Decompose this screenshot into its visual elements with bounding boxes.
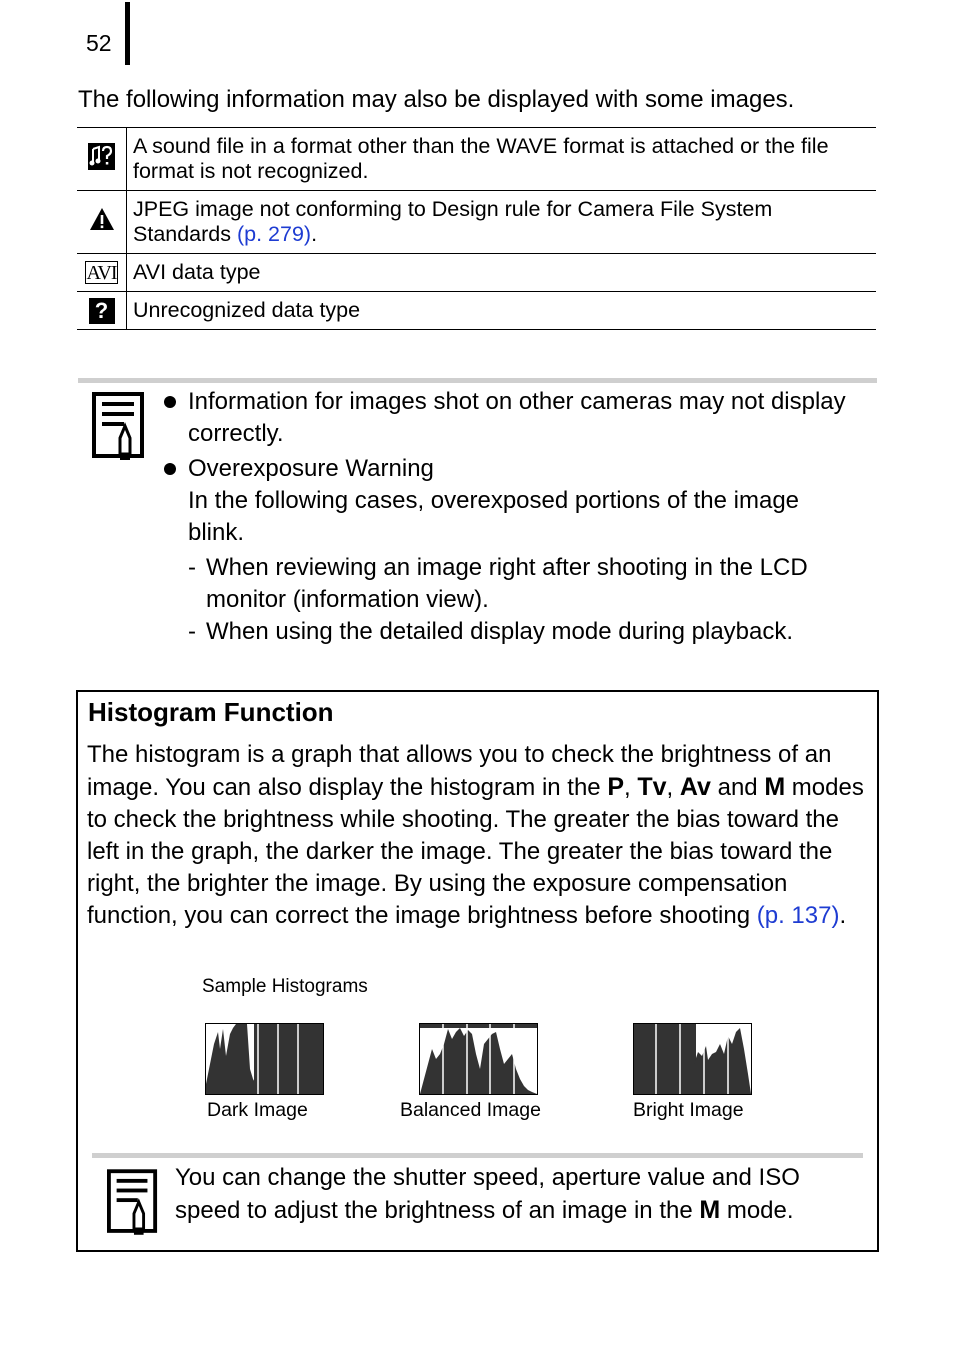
info-text: AVI data type (127, 254, 877, 292)
page-link[interactable]: (p. 279) (236, 222, 312, 246)
sound-note-question-icon (88, 143, 115, 170)
info-text (127, 191, 877, 254)
note-sub-text: When reviewing an image right after shooting in the LCD monitor (information view). (206, 554, 808, 613)
info-text-body: JPEG image not conforming to Design rule for Camera File System Standards (133, 197, 773, 246)
icon-cell (77, 191, 127, 254)
note2-text (175, 1162, 865, 1227)
note-divider (92, 1153, 863, 1158)
memo-pencil-icon (92, 392, 146, 462)
icon-cell (77, 292, 127, 330)
info-icon-table (77, 127, 876, 330)
intro-text: The following information may also be displayed with some images. (78, 86, 795, 113)
note2-body: You can change the shutter speed, aperture value and ISO speed to adjust the brightness of an image in the (175, 1164, 800, 1224)
mode-p-label: P (607, 773, 625, 801)
question-mark-label: ? (94, 297, 109, 323)
note-sub-text: When using the detailed display mode during playback. (206, 618, 794, 645)
info-text-period: . (311, 222, 318, 246)
avi-icon-label: AVI (86, 262, 117, 284)
note-bullet-title: Overexposure Warning (160, 453, 860, 485)
histogram-body-text: and (710, 774, 765, 801)
mode-m-label: M (699, 1196, 721, 1224)
note-bullet-body: In the following cases, overexposed portions of the image blink. (188, 487, 800, 546)
histogram-body-period: . (839, 902, 847, 929)
table-row (77, 292, 876, 330)
info-text: Unrecognized data type (127, 292, 877, 330)
memo-pencil-icon (107, 1168, 159, 1238)
warning-triangle-icon (89, 207, 115, 231)
dash: - (188, 554, 196, 581)
histogram-caption: Dark Image (207, 1099, 308, 1121)
note-bullet: Information for images shot on other cameras may not display correctly. (160, 386, 860, 450)
icon-cell (77, 254, 127, 292)
balanced-histogram-image (419, 1023, 538, 1095)
mode-av-label: Av (679, 773, 711, 801)
histogram-caption: Bright Image (633, 1099, 744, 1121)
dark-histogram-image (205, 1023, 324, 1095)
dash: - (188, 618, 196, 645)
note-sub-item (160, 616, 860, 648)
histogram-description (87, 739, 867, 932)
page-number: 52 (86, 30, 112, 56)
separator: , (624, 774, 638, 801)
note-list (160, 386, 860, 648)
table-row (77, 191, 876, 254)
mode-tv-label: Tv (637, 773, 667, 801)
note-sub-item (160, 552, 860, 616)
sample-histograms-label: Sample Histograms (202, 976, 368, 997)
note-divider (78, 378, 877, 383)
info-text: A sound file in a format other than the WAVE format is attached or the file format is not recognized. (127, 128, 877, 191)
separator: , (666, 774, 680, 801)
histogram-body-text: The histogram is a graph that allows you to check the brightness of an image. You can also display the histogram in the (87, 741, 832, 801)
icon-cell (77, 128, 127, 191)
mode-m-label: M (764, 773, 786, 801)
question-mark-icon (89, 298, 115, 324)
histogram-body-text: modes to check the brightness while shooting. The greater the bias toward the left in the graph, the darker the image. The greater the bias toward the right, the brighter the image. By using the exposure compensation function, you can correct the image brightness before shooting (87, 774, 864, 929)
note2-body: mode. (720, 1197, 794, 1224)
table-row (77, 254, 876, 292)
histogram-heading: Histogram Function (88, 697, 334, 727)
histogram-caption: Balanced Image (400, 1099, 541, 1121)
page-link[interactable]: (p. 137) (756, 902, 840, 929)
page-marker-bar (125, 2, 130, 65)
avi-icon (85, 261, 119, 284)
table-row (77, 128, 876, 191)
bright-histogram-image (633, 1023, 752, 1095)
